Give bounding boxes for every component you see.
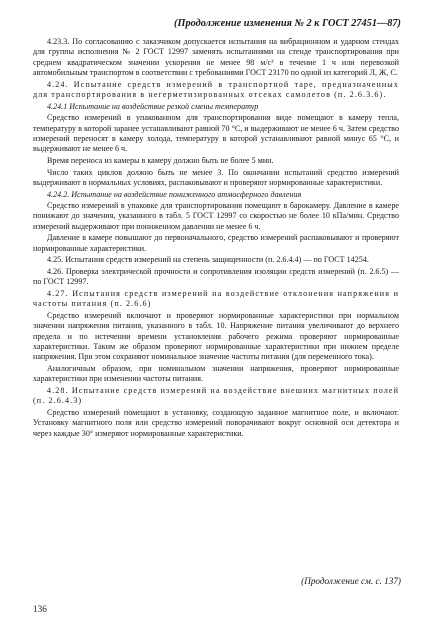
section-heading: 4.24. Испытание средств измерений в транспортной таре, предназначенных для транспортирования в негерметизированных отсеках самолетов (п. 2.6.3.6).	[33, 79, 399, 99]
section-heading: 4.28. Испытание средств измерений на воздействие внешних магнитных полей (п. 2.6.4.3)	[33, 385, 399, 406]
paragraph: Время переноса из камеры в камеру должно быть не более 5 мин.	[47, 155, 274, 165]
subsection-heading: 4.24.2. Испытание на воздействие пониженного атмосферного давления	[47, 189, 302, 199]
paragraph: Число таких циклов должно быть не менее 3. По окончании испытаний средство измерений выдерживают в нормальных условиях, распаковывают и проверяют нормированные характеристики.	[33, 167, 399, 187]
paragraph: Средство измерений в упаковке для транспортирования помещают в барокамеру. Давление в камере понижают до значения, указанного в табл. 5 ГОСТ 12997 со скоростью не более 10 кПа/мин. Средство измерений выдерживают при пониженном давлении не менее 6 ч.	[33, 201, 399, 231]
paragraph: Давление в камере повышают до первоначального, средство измерений распаковывают и проверяют нормированные характеристики.	[33, 233, 399, 253]
paragraph: 4.25. Испытания средств измерений на степень защищенности (п. 2.6.4.4) — по ГОСТ 14254.	[47, 255, 369, 265]
paragraph: Средство измерений включают и проверяют нормированные характеристики при нормальном значении напряжения питания, указанного в табл. 10. Напряжение питания увеличивают до верхнего предела и по истечении времени установления рабочего режима проверяют нормированные характеристики. Таким же образом проверяют нормированные характеристики при нижнем пределе напряжения. При этом сохраняют номинальное значение частоты питания (для переменного тока).	[33, 311, 399, 362]
document-body	[33, 37, 399, 440]
paragraph: 4.23.3. По согласованию с заказчиком допускается испытания на вибрационном и ударном стендах для группы исполнения № 2 ГОСТ 12997 заменять испытаниями на стенде транспортирования при среднем квадратическом значении ускорения не менее 98 м/с² в течение 1 ч или перевозкой автомобильным транспортом в соответствии с требованиями ГОСТ 23170 по одной из категорий Л, Ж, С.	[33, 37, 399, 77]
page-header: (Продолжение изменения № 2 к ГОСТ 27451—87)	[174, 18, 401, 29]
subsection-heading: 4.24.1 Испытание на воздействие резкой смены температур	[47, 101, 259, 111]
paragraph: Аналогичным образом, при номинальном значении напряжения, проверяют нормированные характеристики при изменении частоты питания.	[33, 363, 399, 384]
paragraph: Средство измерений помещают в установку, создающую заданное магнитное поле, и включают. Установку магнитного поля или средство измерений поворачивают вокруг основной оси детектора и через каждые 30° измеряют нормированные характеристики.	[33, 407, 399, 438]
section-heading: 4.27. Испытания средств измерений на воздействие отклонения напряжения и частоты питания (п. 2.6.6)	[33, 289, 399, 309]
paragraph: Средство измерений в упакованном для транспортирования виде помещают в камеру тепла, температуру в которой заранее устанавливают равной 70 °С, и выдерживают не менее 6 ч. Затем средство измерений переносят в камеру холода, температуру в которой устанавливают равной минус 65 °С, и выдерживают не менее 6 ч.	[33, 113, 399, 154]
page-number: 136	[33, 604, 47, 614]
paragraph: 4.26. Проверка электрической прочности и сопротивления изоляции средств измерений (п. 2.6.5) — по ГОСТ 12997.	[33, 267, 399, 287]
continuation-note: (Продолжение см. с. 137)	[301, 576, 401, 586]
